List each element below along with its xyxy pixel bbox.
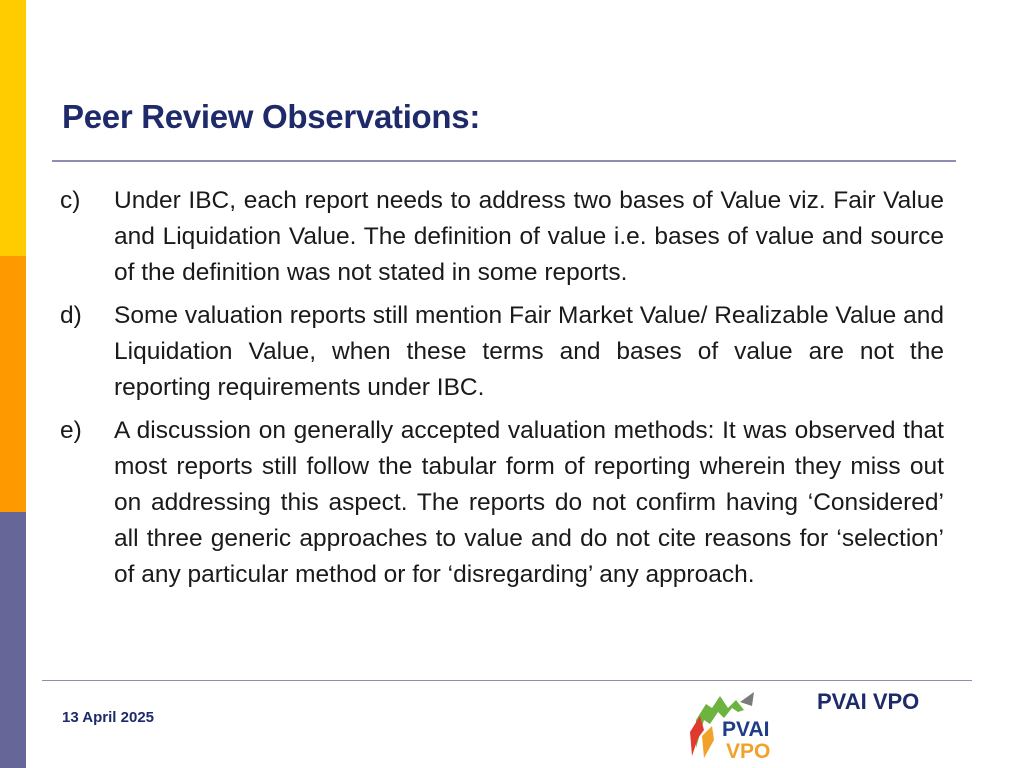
list-item-text: Some valuation reports still mention Fair Market Value/ Realizable Value and Liquidation Value, when these terms and bases of value are not the reporting requirements under IBC. xyxy=(114,302,944,401)
footer-organization: PVAI VPO xyxy=(817,689,920,714)
list-item xyxy=(60,183,944,291)
list-item xyxy=(60,298,944,406)
observation-list xyxy=(60,183,944,600)
accent-bar-yellow xyxy=(0,0,26,256)
side-accent-bar xyxy=(0,0,26,768)
list-marker: d) xyxy=(60,302,82,329)
accent-bar-purple xyxy=(0,512,26,768)
list-item xyxy=(60,413,944,593)
list-item-text: Under IBC, each report needs to address two bases of Value viz. Fair Value and Liquidation Value. The definition of value i.e. bases of value and source of the definition was not stated in some reports. xyxy=(114,187,944,286)
pvai-vpo-logo xyxy=(682,686,794,762)
footer-divider xyxy=(42,680,972,681)
title-divider xyxy=(52,160,956,162)
list-marker: c) xyxy=(60,187,81,214)
logo-orange-swoosh-icon xyxy=(702,726,714,758)
logo-arrow-tip-icon xyxy=(740,692,754,706)
list-marker: e) xyxy=(60,417,82,444)
footer-date: 13 April 2025 xyxy=(62,709,154,726)
list-item-text: A discussion on generally accepted valuation methods: It was observed that most reports still follow the tabular form of reporting wherein they miss out on addressing this aspect. The reports do not confirm having ‘Considered’ all three generic approaches to value and do not cite reasons for ‘selection’ of any particular method or for ‘disregarding’ any approach. xyxy=(114,417,944,588)
slide-title: Peer Review Observations: xyxy=(62,98,481,135)
logo-text-vpo: VPO xyxy=(726,740,771,762)
logo-text-pvai: PVAI xyxy=(722,718,770,741)
accent-bar-orange xyxy=(0,256,26,512)
